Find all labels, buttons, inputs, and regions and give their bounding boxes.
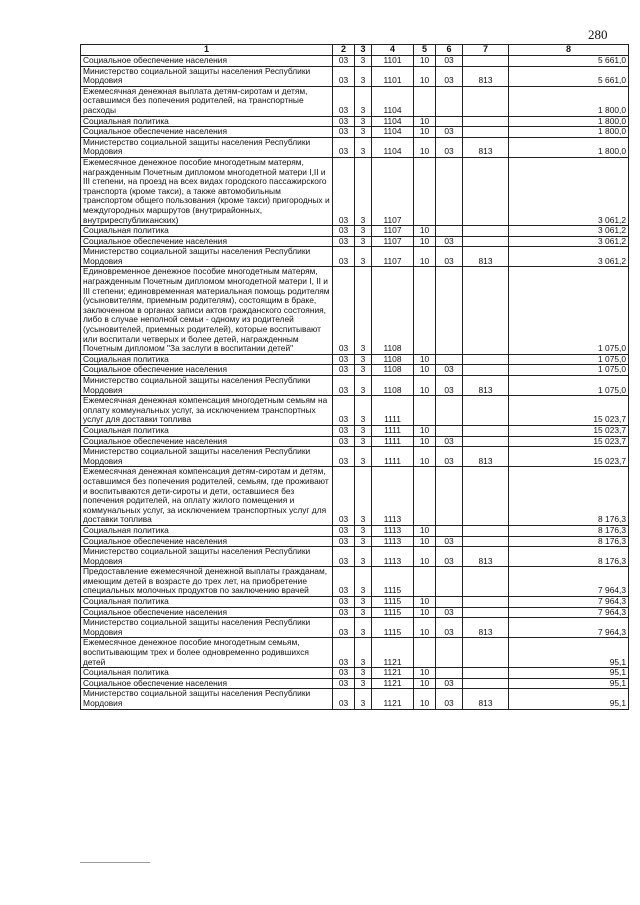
subdepartment-code: [436, 567, 463, 597]
subsection-code: 3: [355, 668, 372, 679]
amount-value: 3 061,2: [509, 236, 629, 247]
row-label: Ежемесячная денежная компенсация детям-сиротам и детям, оставшимся без попечения родителей, семьям, где проживают и воспитываются дети-сироты и дети, оставшиеся без попечения родителей, на оплату жилого помещения и коммунальных услуг, за исключением транспортных услуг для доставки топлива: [81, 467, 333, 526]
ministry-code: [463, 116, 509, 127]
ministry-code: 813: [463, 447, 509, 467]
table-row: [81, 396, 629, 426]
department-code: 10: [414, 689, 436, 709]
amount-value: 1 075,0: [509, 365, 629, 376]
subsection-code: 3: [355, 226, 372, 237]
subdepartment-code: 03: [436, 607, 463, 618]
table-row: [81, 365, 629, 376]
amount-value: 8 176,3: [509, 525, 629, 536]
target-code: 1107: [372, 157, 414, 225]
row-label: Социальная политика: [81, 525, 333, 536]
section-code: 03: [333, 354, 355, 365]
column-header: 4: [372, 45, 414, 56]
table-row: [81, 536, 629, 547]
column-header: 1: [81, 45, 333, 56]
department-code: 10: [414, 678, 436, 689]
table-body: [81, 56, 629, 710]
table-row: [81, 689, 629, 709]
row-label: Социальное обеспечение населения: [81, 536, 333, 547]
department-code: 10: [414, 365, 436, 376]
subsection-code: 3: [355, 127, 372, 138]
ministry-code: [463, 567, 509, 597]
section-code: 03: [333, 689, 355, 709]
section-code: 03: [333, 127, 355, 138]
target-code: 1108: [372, 376, 414, 396]
ministry-code: [463, 607, 509, 618]
subsection-code: 3: [355, 157, 372, 225]
subsection-code: 3: [355, 396, 372, 426]
subdepartment-code: [436, 267, 463, 354]
target-code: 1111: [372, 425, 414, 436]
department-code: 10: [414, 607, 436, 618]
table-row: [81, 86, 629, 116]
row-label: Министерство социальной защиты населения Республики Мордовия: [81, 376, 333, 396]
section-code: 03: [333, 66, 355, 86]
ministry-code: [463, 678, 509, 689]
amount-value: 8 176,3: [509, 547, 629, 567]
target-code: 1108: [372, 354, 414, 365]
subdepartment-code: [436, 467, 463, 526]
row-label: Социальное обеспечение населения: [81, 365, 333, 376]
target-code: 1113: [372, 525, 414, 536]
amount-value: 8 176,3: [509, 467, 629, 526]
subsection-code: 3: [355, 547, 372, 567]
row-label: Предоставление ежемесячной денежной выплаты гражданам, имеющим детей в возрасте до трех лет, на приобретение специальных молочных продуктов по заключению врачей: [81, 567, 333, 597]
table-row: [81, 66, 629, 86]
department-code: 10: [414, 668, 436, 679]
row-label: Социальное обеспечение населения: [81, 678, 333, 689]
target-code: 1113: [372, 467, 414, 526]
table-row: [81, 607, 629, 618]
amount-value: 95,1: [509, 689, 629, 709]
amount-value: 1 800,0: [509, 127, 629, 138]
table-row: [81, 137, 629, 157]
amount-value: 1 075,0: [509, 376, 629, 396]
target-code: 1121: [372, 689, 414, 709]
subdepartment-code: 03: [436, 365, 463, 376]
target-code: 1107: [372, 247, 414, 267]
table-row: [81, 226, 629, 237]
table-row: [81, 618, 629, 638]
amount-value: 15 023,7: [509, 425, 629, 436]
table-row: [81, 56, 629, 67]
row-label: Ежемесячное денежное пособие многодетным семьям, воспитывающим трех и более одновременно родившихся детей: [81, 638, 333, 668]
subsection-code: 3: [355, 618, 372, 638]
table-row: [81, 376, 629, 396]
amount-value: 1 800,0: [509, 137, 629, 157]
ministry-code: [463, 638, 509, 668]
subsection-code: 3: [355, 56, 372, 67]
department-code: 10: [414, 376, 436, 396]
department-code: 10: [414, 247, 436, 267]
section-code: 03: [333, 607, 355, 618]
table-row: [81, 525, 629, 536]
amount-value: 1 800,0: [509, 116, 629, 127]
section-code: 03: [333, 597, 355, 608]
target-code: 1107: [372, 236, 414, 247]
subsection-code: 3: [355, 607, 372, 618]
section-code: 03: [333, 447, 355, 467]
ministry-code: [463, 127, 509, 138]
department-code: [414, 157, 436, 225]
subsection-code: 3: [355, 567, 372, 597]
table-row: [81, 678, 629, 689]
subdepartment-code: [436, 396, 463, 426]
ministry-code: [463, 525, 509, 536]
amount-value: 3 061,2: [509, 247, 629, 267]
ministry-code: [463, 467, 509, 526]
subsection-code: 3: [355, 447, 372, 467]
page-number: 280: [588, 27, 608, 42]
target-code: 1111: [372, 396, 414, 426]
section-code: 03: [333, 56, 355, 67]
section-code: 03: [333, 267, 355, 354]
row-label: Ежемесячная денежная выплата детям-сиротам и детям, оставшимся без попечения родителей, на транспортные расходы: [81, 86, 333, 116]
department-code: 10: [414, 618, 436, 638]
target-code: 1104: [372, 137, 414, 157]
target-code: 1121: [372, 678, 414, 689]
row-label: Социальная политика: [81, 116, 333, 127]
section-code: 03: [333, 137, 355, 157]
row-label: Министерство социальной защиты населения Республики Мордовия: [81, 447, 333, 467]
subdepartment-code: [436, 597, 463, 608]
column-header: 7: [463, 45, 509, 56]
table-row: [81, 597, 629, 608]
section-code: 03: [333, 467, 355, 526]
target-code: 1104: [372, 116, 414, 127]
amount-value: 7 964,3: [509, 597, 629, 608]
table-row: [81, 157, 629, 225]
subsection-code: 3: [355, 66, 372, 86]
column-header: 2: [333, 45, 355, 56]
amount-value: 1 075,0: [509, 354, 629, 365]
table-row: [81, 267, 629, 354]
row-label: Ежемесячная денежная компенсация многодетным семьям на оплату коммунальных услуг, за исключением транспортных услуг для доставки топлива: [81, 396, 333, 426]
target-code: 1107: [372, 226, 414, 237]
subdepartment-code: [436, 525, 463, 536]
subsection-code: 3: [355, 86, 372, 116]
subdepartment-code: 03: [436, 689, 463, 709]
department-code: [414, 567, 436, 597]
target-code: 1104: [372, 86, 414, 116]
ministry-code: 813: [463, 66, 509, 86]
ministry-code: 813: [463, 547, 509, 567]
department-code: 10: [414, 127, 436, 138]
department-code: 10: [414, 425, 436, 436]
section-code: 03: [333, 638, 355, 668]
section-code: 03: [333, 376, 355, 396]
amount-value: 5 661,0: [509, 66, 629, 86]
section-code: 03: [333, 396, 355, 426]
amount-value: 3 061,2: [509, 226, 629, 237]
ministry-code: [463, 396, 509, 426]
subdepartment-code: [436, 668, 463, 679]
table-row: [81, 547, 629, 567]
target-code: 1111: [372, 436, 414, 447]
subsection-code: 3: [355, 247, 372, 267]
amount-value: 8 176,3: [509, 536, 629, 547]
subdepartment-code: [436, 425, 463, 436]
ministry-code: [463, 267, 509, 354]
section-code: 03: [333, 425, 355, 436]
subsection-code: 3: [355, 365, 372, 376]
table-row: [81, 447, 629, 467]
ministry-code: [463, 436, 509, 447]
department-code: [414, 467, 436, 526]
section-code: 03: [333, 247, 355, 267]
table-row: [81, 467, 629, 526]
subdepartment-code: 03: [436, 547, 463, 567]
footer-divider: [80, 862, 150, 863]
amount-value: 95,1: [509, 638, 629, 668]
amount-value: 5 661,0: [509, 56, 629, 67]
target-code: 1104: [372, 127, 414, 138]
section-code: 03: [333, 86, 355, 116]
amount-value: 95,1: [509, 668, 629, 679]
row-label: Социальное обеспечение населения: [81, 436, 333, 447]
subsection-code: 3: [355, 354, 372, 365]
subdepartment-code: 03: [436, 137, 463, 157]
subsection-code: 3: [355, 267, 372, 354]
department-code: 10: [414, 226, 436, 237]
ministry-code: [463, 236, 509, 247]
table-row: [81, 425, 629, 436]
table-row: [81, 127, 629, 138]
department-code: 10: [414, 547, 436, 567]
department-code: 10: [414, 597, 436, 608]
amount-value: 95,1: [509, 678, 629, 689]
department-code: 10: [414, 236, 436, 247]
amount-value: 15 023,7: [509, 447, 629, 467]
ministry-code: [463, 226, 509, 237]
subsection-code: 3: [355, 425, 372, 436]
subdepartment-code: 03: [436, 618, 463, 638]
department-code: 10: [414, 525, 436, 536]
department-code: 10: [414, 436, 436, 447]
amount-value: 15 023,7: [509, 436, 629, 447]
row-label: Министерство социальной защиты населения Республики Мордовия: [81, 247, 333, 267]
table-row: [81, 436, 629, 447]
row-label: Социальная политика: [81, 597, 333, 608]
row-label: Министерство социальной защиты населения Республики Мордовия: [81, 137, 333, 157]
department-code: [414, 267, 436, 354]
budget-table: [80, 44, 629, 710]
subsection-code: 3: [355, 536, 372, 547]
row-label: Социальное обеспечение населения: [81, 236, 333, 247]
table-row: [81, 247, 629, 267]
section-code: 03: [333, 157, 355, 225]
target-code: 1101: [372, 56, 414, 67]
target-code: 1121: [372, 668, 414, 679]
subdepartment-code: [436, 354, 463, 365]
amount-value: 1 075,0: [509, 267, 629, 354]
section-code: 03: [333, 436, 355, 447]
amount-value: 7 964,3: [509, 567, 629, 597]
row-label: Социальная политика: [81, 226, 333, 237]
department-code: [414, 396, 436, 426]
subsection-code: 3: [355, 116, 372, 127]
department-code: 10: [414, 137, 436, 157]
row-label: Министерство социальной защиты населения Республики Мордовия: [81, 689, 333, 709]
department-code: [414, 638, 436, 668]
row-label: Социальная политика: [81, 354, 333, 365]
column-header: 6: [436, 45, 463, 56]
section-code: 03: [333, 678, 355, 689]
target-code: 1108: [372, 267, 414, 354]
section-code: 03: [333, 567, 355, 597]
subdepartment-code: 03: [436, 247, 463, 267]
department-code: 10: [414, 116, 436, 127]
amount-value: 7 964,3: [509, 607, 629, 618]
subsection-code: 3: [355, 436, 372, 447]
row-label: Министерство социальной защиты населения Республики Мордовия: [81, 547, 333, 567]
target-code: 1108: [372, 365, 414, 376]
row-label: Министерство социальной защиты населения Республики Мордовия: [81, 66, 333, 86]
section-code: 03: [333, 116, 355, 127]
section-code: 03: [333, 236, 355, 247]
subdepartment-code: 03: [436, 376, 463, 396]
target-code: 1113: [372, 536, 414, 547]
ministry-code: [463, 365, 509, 376]
target-code: 1115: [372, 567, 414, 597]
table-row: [81, 116, 629, 127]
subsection-code: 3: [355, 236, 372, 247]
ministry-code: [463, 536, 509, 547]
subdepartment-code: 03: [436, 436, 463, 447]
ministry-code: [463, 425, 509, 436]
table-row: [81, 354, 629, 365]
ministry-code: 813: [463, 137, 509, 157]
row-label: Социальное обеспечение населения: [81, 607, 333, 618]
ministry-code: [463, 157, 509, 225]
subsection-code: 3: [355, 467, 372, 526]
section-code: 03: [333, 525, 355, 536]
table-row: [81, 638, 629, 668]
section-code: 03: [333, 547, 355, 567]
subdepartment-code: 03: [436, 66, 463, 86]
section-code: 03: [333, 226, 355, 237]
ministry-code: 813: [463, 376, 509, 396]
subdepartment-code: 03: [436, 236, 463, 247]
target-code: 1113: [372, 547, 414, 567]
row-label: Социальное обеспечение населения: [81, 56, 333, 67]
section-code: 03: [333, 618, 355, 638]
amount-value: 7 964,3: [509, 618, 629, 638]
target-code: 1115: [372, 607, 414, 618]
subsection-code: 3: [355, 689, 372, 709]
row-label: Ежемесячное денежное пособие многодетным матерям, награжденным Почетным дипломом многодетной матери I,II и III степени, на проезд на всех видах городского пассажирского транспорта (кроме такси), а также автомобильным транспортом общего пользования (кроме такси) пригородных и междугородных маршрутов (внутрирайонных, внутриреспубликанских): [81, 157, 333, 225]
subsection-code: 3: [355, 597, 372, 608]
target-code: 1115: [372, 618, 414, 638]
subdepartment-code: 03: [436, 536, 463, 547]
department-code: 10: [414, 66, 436, 86]
target-code: 1115: [372, 597, 414, 608]
subdepartment-code: 03: [436, 678, 463, 689]
table-header-row: [81, 45, 629, 56]
column-header: 8: [509, 45, 629, 56]
section-code: 03: [333, 365, 355, 376]
row-label: Социальная политика: [81, 668, 333, 679]
subdepartment-code: 03: [436, 56, 463, 67]
subsection-code: 3: [355, 525, 372, 536]
amount-value: 15 023,7: [509, 396, 629, 426]
ministry-code: 813: [463, 618, 509, 638]
row-label: Единовременное денежное пособие многодетным матерям, награжденным Почетным дипломом многодетной матери I, II и III степени; единовременная материальная помощь родителям (усыновителям, приемным родителям), состоящим в браке, заключенном в органах записи актов гражданского состояния, либо в случае неполной семьи - одному из родителей (усыновителей, приемных родителей), которые воспитывают или воспитали четверых и более детей, награжденным Почетным дипломом "За заслуги в воспитании детей": [81, 267, 333, 354]
row-label: Социальная политика: [81, 425, 333, 436]
section-code: 03: [333, 668, 355, 679]
subdepartment-code: [436, 116, 463, 127]
department-code: [414, 86, 436, 116]
ministry-code: [463, 597, 509, 608]
department-code: 10: [414, 447, 436, 467]
row-label: Министерство социальной защиты населения Республики Мордовия: [81, 618, 333, 638]
ministry-code: [463, 56, 509, 67]
ministry-code: [463, 668, 509, 679]
department-code: 10: [414, 536, 436, 547]
ministry-code: 813: [463, 247, 509, 267]
ministry-code: [463, 86, 509, 116]
table-row: [81, 668, 629, 679]
amount-value: 3 061,2: [509, 157, 629, 225]
target-code: 1101: [372, 66, 414, 86]
subsection-code: 3: [355, 638, 372, 668]
table-row: [81, 567, 629, 597]
amount-value: 1 800,0: [509, 86, 629, 116]
subdepartment-code: [436, 86, 463, 116]
department-code: 10: [414, 354, 436, 365]
subsection-code: 3: [355, 678, 372, 689]
column-header: 5: [414, 45, 436, 56]
subsection-code: 3: [355, 137, 372, 157]
subdepartment-code: 03: [436, 447, 463, 467]
table-row: [81, 236, 629, 247]
target-code: 1121: [372, 638, 414, 668]
subdepartment-code: [436, 157, 463, 225]
ministry-code: [463, 354, 509, 365]
department-code: 10: [414, 56, 436, 67]
row-label: Социальное обеспечение населения: [81, 127, 333, 138]
subdepartment-code: 03: [436, 127, 463, 138]
section-code: 03: [333, 536, 355, 547]
subdepartment-code: [436, 638, 463, 668]
subdepartment-code: [436, 226, 463, 237]
subsection-code: 3: [355, 376, 372, 396]
target-code: 1111: [372, 447, 414, 467]
column-header: 3: [355, 45, 372, 56]
ministry-code: 813: [463, 689, 509, 709]
